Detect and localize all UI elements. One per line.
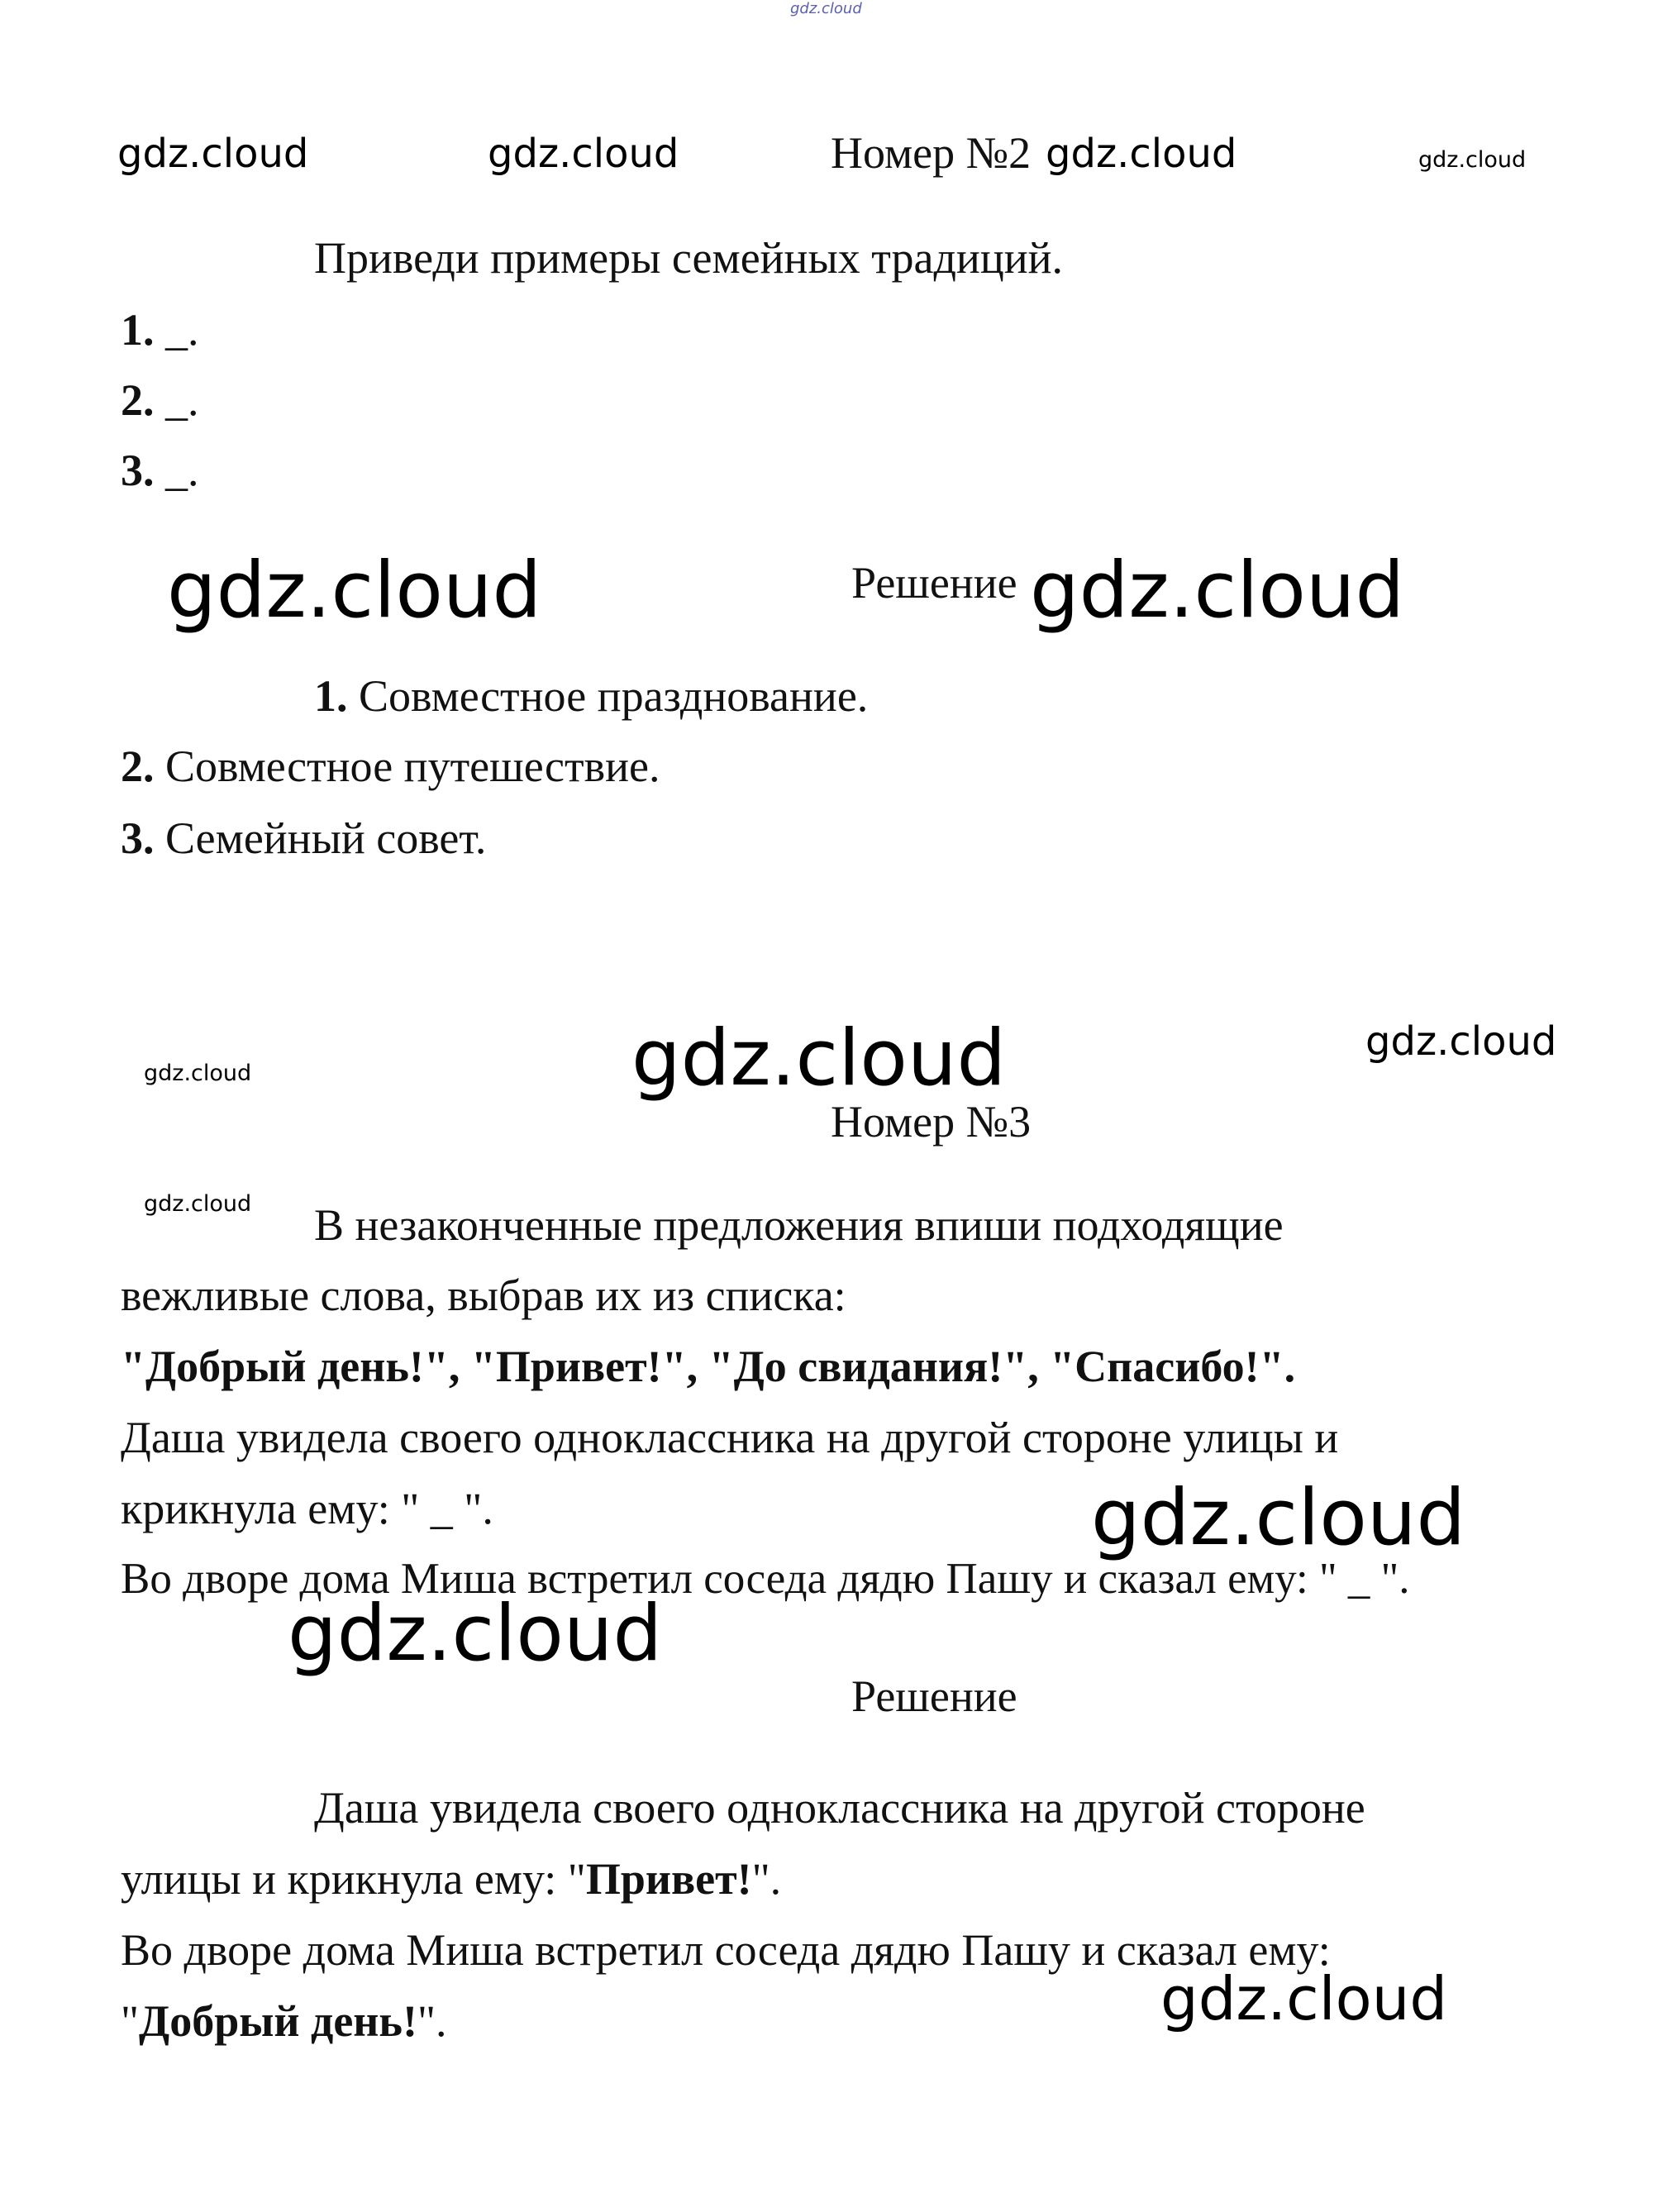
watermark-big-3: gdz.cloud bbox=[631, 1013, 1007, 1104]
task2-item-2 bbox=[121, 375, 199, 425]
task2-answer-2 bbox=[121, 741, 660, 791]
watermark-header-1: gdz.cloud bbox=[117, 131, 309, 177]
watermark-big-2: gdz.cloud bbox=[1030, 546, 1405, 636]
task3-question-line1: В незаконченные предложения впиши подходящие bbox=[314, 1200, 1284, 1250]
answer-text: Семейный совет. bbox=[154, 813, 487, 863]
task3-answer2-line2 bbox=[121, 1996, 447, 2046]
answer-number: 2. bbox=[121, 741, 155, 791]
task3-solution-label: Решение bbox=[851, 1671, 1017, 1721]
watermark-top: gdz.cloud bbox=[790, 0, 862, 17]
item-number: 2. bbox=[121, 375, 155, 425]
watermark-medium-2: gdz.cloud bbox=[1160, 1964, 1448, 2033]
task3-answer2-line1: Во дворе дома Миша встретил соседа дядю Пашу и сказал ему: bbox=[121, 1925, 1331, 1975]
answer-text: ". bbox=[417, 1996, 447, 2046]
answer-number: 3. bbox=[121, 813, 155, 863]
task3-answer1-line2 bbox=[121, 1854, 782, 1904]
answer-number: 1. bbox=[314, 671, 348, 721]
item-blank: _. bbox=[154, 305, 199, 355]
answer-text: Совместное празднование. bbox=[347, 671, 869, 721]
task2-answer-1 bbox=[314, 671, 869, 721]
task2-question: Приведи примеры семейных традиций. bbox=[314, 233, 1064, 283]
watermark-medium-1: gdz.cloud bbox=[1365, 1018, 1557, 1065]
watermark-big-5: gdz.cloud bbox=[288, 1589, 663, 1679]
answer-bold: Добрый день! bbox=[139, 1996, 417, 2046]
task3-question-line2: вежливые слова, выбрав их из списка: bbox=[121, 1270, 846, 1320]
task2-solution-label: Решение bbox=[851, 558, 1017, 608]
watermark-small-2: gdz.cloud bbox=[144, 1191, 252, 1217]
item-blank: _. bbox=[154, 446, 199, 495]
task2-title: Номер №2 bbox=[831, 128, 1032, 178]
watermark-big-4: gdz.cloud bbox=[1091, 1473, 1466, 1563]
item-blank: _. bbox=[154, 375, 199, 425]
watermark-header-2: gdz.cloud bbox=[488, 131, 679, 177]
answer-text: ". bbox=[751, 1854, 782, 1904]
task2-answer-3 bbox=[121, 813, 487, 863]
task3-answer1-line1: Даша увидела своего одноклассника на другой стороне bbox=[314, 1783, 1365, 1833]
task3-sentence1-line2: крикнула ему: " _ ". bbox=[121, 1484, 493, 1533]
task2-item-3 bbox=[121, 448, 199, 493]
answer-text: Совместное путешествие. bbox=[154, 741, 660, 791]
answer-text: " bbox=[121, 1996, 140, 2046]
answer-text: улицы и крикнула ему: " bbox=[121, 1854, 586, 1904]
task3-title: Номер №3 bbox=[831, 1097, 1032, 1147]
watermark-small-1: gdz.cloud bbox=[144, 1061, 252, 1086]
watermark-big-1: gdz.cloud bbox=[167, 546, 542, 636]
task3-word-list: "Добрый день!", "Привет!", "До свидания!", "Спасибо!". bbox=[121, 1342, 1296, 1391]
task2-item-1 bbox=[121, 305, 199, 355]
answer-bold: Привет! bbox=[585, 1854, 752, 1904]
item-number: 1. bbox=[121, 305, 155, 355]
watermark-header-4: gdz.cloud bbox=[1418, 147, 1527, 173]
task3-sentence1-line1: Даша увидела своего одноклассника на другой стороне улицы и bbox=[121, 1413, 1339, 1462]
item-number: 3. bbox=[121, 446, 155, 495]
task3-sentence2: Во дворе дома Миша встретил соседа дядю Пашу и сказал ему: " _ ". bbox=[121, 1555, 1410, 1603]
watermark-header-3: gdz.cloud bbox=[1046, 131, 1237, 177]
